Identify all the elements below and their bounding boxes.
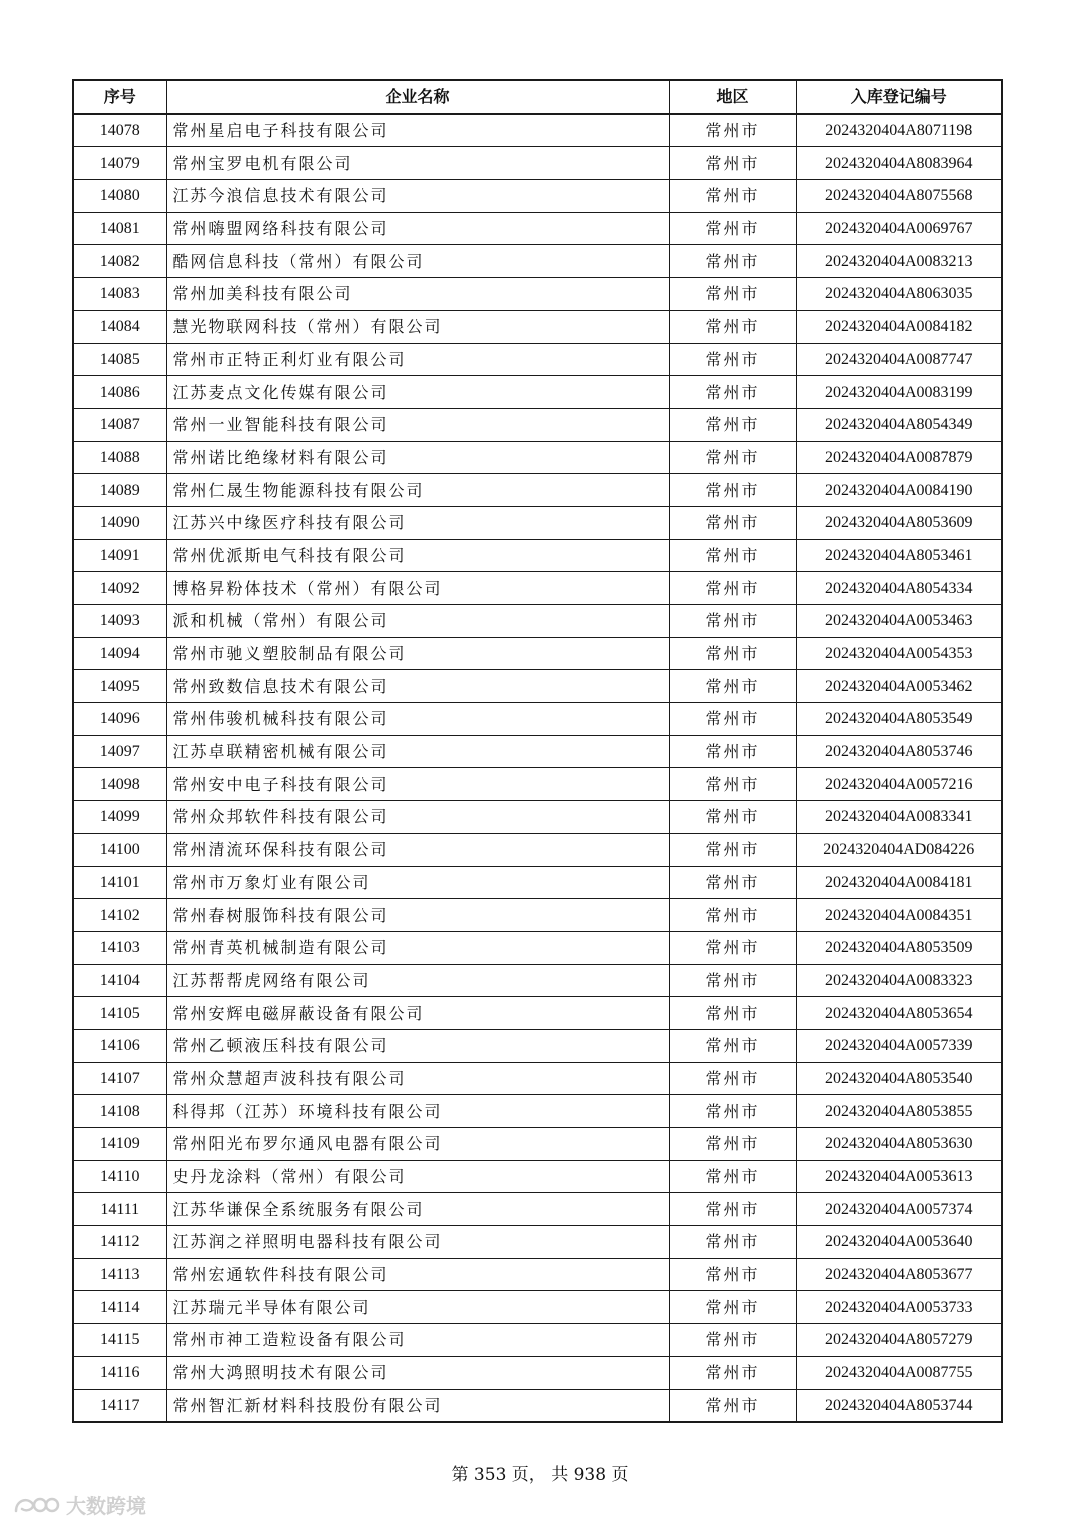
cell-seq: 14104 — [73, 964, 166, 997]
cell-seq: 14094 — [73, 637, 166, 670]
cell-region: 常州市 — [669, 670, 796, 703]
table-row — [73, 180, 1002, 213]
table-row — [73, 1193, 1002, 1226]
cell-region: 常州市 — [669, 278, 796, 311]
cell-region: 常州市 — [669, 408, 796, 441]
cell-registration-code: 2024320404A8053609 — [796, 506, 1002, 539]
cell-company-name: 常州众邦软件科技有限公司 — [166, 801, 669, 834]
cell-registration-code: 2024320404A0053733 — [796, 1291, 1002, 1324]
cell-company-name: 派和机械（常州）有限公司 — [166, 605, 669, 638]
cell-seq: 14080 — [73, 180, 166, 213]
table-row — [73, 1356, 1002, 1389]
cell-registration-code: 2024320404A0054353 — [796, 637, 1002, 670]
cell-region: 常州市 — [669, 441, 796, 474]
cell-region: 常州市 — [669, 1389, 796, 1422]
cell-company-name: 常州宝罗电机有限公司 — [166, 147, 669, 180]
cell-region: 常州市 — [669, 637, 796, 670]
table-row — [73, 114, 1002, 147]
table-row — [73, 605, 1002, 638]
table-row — [73, 964, 1002, 997]
cell-region: 常州市 — [669, 866, 796, 899]
table-row — [73, 1029, 1002, 1062]
cell-company-name: 江苏麦点文化传媒有限公司 — [166, 376, 669, 409]
table-row — [73, 147, 1002, 180]
cell-company-name: 常州市万象灯业有限公司 — [166, 866, 669, 899]
cell-region: 常州市 — [669, 180, 796, 213]
enterprise-table — [72, 79, 1003, 1423]
cell-registration-code: 2024320404A8053630 — [796, 1128, 1002, 1161]
cell-company-name: 常州加美科技有限公司 — [166, 278, 669, 311]
cell-company-name: 酷网信息科技（常州）有限公司 — [166, 245, 669, 278]
cell-registration-code: 2024320404A8053509 — [796, 931, 1002, 964]
cell-company-name: 常州安辉电磁屏蔽设备有限公司 — [166, 997, 669, 1030]
cell-seq: 14098 — [73, 768, 166, 801]
table-row — [73, 670, 1002, 703]
cell-region: 常州市 — [669, 245, 796, 278]
table-row — [73, 441, 1002, 474]
cell-region: 常州市 — [669, 768, 796, 801]
cell-seq: 14091 — [73, 539, 166, 572]
cell-company-name: 常州大鸿照明技术有限公司 — [166, 1356, 669, 1389]
table-row — [73, 997, 1002, 1030]
cell-seq: 14096 — [73, 703, 166, 736]
cell-company-name: 慧光物联网科技（常州）有限公司 — [166, 310, 669, 343]
cell-registration-code: 2024320404A8075568 — [796, 180, 1002, 213]
brand-logo-icon — [12, 1493, 60, 1517]
cell-company-name: 常州安中电子科技有限公司 — [166, 768, 669, 801]
cell-registration-code: 2024320404A0053640 — [796, 1226, 1002, 1259]
table-row — [73, 376, 1002, 409]
cell-registration-code: 2024320404A0084181 — [796, 866, 1002, 899]
cell-registration-code: 2024320404A0053613 — [796, 1160, 1002, 1193]
table-row — [73, 1389, 1002, 1422]
cell-seq: 14113 — [73, 1258, 166, 1291]
table-row — [73, 637, 1002, 670]
cell-company-name: 常州青英机械制造有限公司 — [166, 931, 669, 964]
cell-company-name: 常州众慧超声波科技有限公司 — [166, 1062, 669, 1095]
cell-region: 常州市 — [669, 1029, 796, 1062]
cell-region: 常州市 — [669, 931, 796, 964]
cell-seq: 14078 — [73, 114, 166, 147]
cell-company-name: 常州优派斯电气科技有限公司 — [166, 539, 669, 572]
cell-seq: 14097 — [73, 735, 166, 768]
cell-region: 常州市 — [669, 735, 796, 768]
cell-company-name: 江苏帮帮虎网络有限公司 — [166, 964, 669, 997]
cell-region: 常州市 — [669, 1160, 796, 1193]
cell-seq: 14117 — [73, 1389, 166, 1422]
table-row — [73, 408, 1002, 441]
cell-region: 常州市 — [669, 474, 796, 507]
cell-company-name: 常州市正特正利灯业有限公司 — [166, 343, 669, 376]
cell-registration-code: 2024320404A8053549 — [796, 703, 1002, 736]
cell-company-name: 常州市驰义塑胶制品有限公司 — [166, 637, 669, 670]
cell-seq: 14099 — [73, 801, 166, 834]
header-code: 入库登记编号 — [796, 80, 1002, 114]
table-row — [73, 703, 1002, 736]
cell-registration-code: 2024320404A8053855 — [796, 1095, 1002, 1128]
cell-seq: 14114 — [73, 1291, 166, 1324]
cell-registration-code: 2024320404A0083323 — [796, 964, 1002, 997]
table-row — [73, 899, 1002, 932]
watermark-text: 大数跨境 — [66, 1494, 146, 1518]
cell-seq: 14089 — [73, 474, 166, 507]
table-row — [73, 1226, 1002, 1259]
table-row — [73, 1291, 1002, 1324]
cell-registration-code: 2024320404A0087747 — [796, 343, 1002, 376]
cell-region: 常州市 — [669, 539, 796, 572]
cell-registration-code: 2024320404A8053677 — [796, 1258, 1002, 1291]
table-header — [73, 80, 1002, 114]
cell-region: 常州市 — [669, 964, 796, 997]
cell-seq: 14112 — [73, 1226, 166, 1259]
cell-registration-code: 2024320404A8053461 — [796, 539, 1002, 572]
cell-seq: 14087 — [73, 408, 166, 441]
cell-seq: 14090 — [73, 506, 166, 539]
cell-registration-code: 2024320404A8054349 — [796, 408, 1002, 441]
cell-seq: 14084 — [73, 310, 166, 343]
cell-region: 常州市 — [669, 343, 796, 376]
cell-company-name: 常州仁晟生物能源科技有限公司 — [166, 474, 669, 507]
cell-registration-code: 2024320404A0087755 — [796, 1356, 1002, 1389]
table-row — [73, 212, 1002, 245]
cell-seq: 14085 — [73, 343, 166, 376]
cell-seq: 14115 — [73, 1324, 166, 1357]
cell-registration-code: 2024320404A0087879 — [796, 441, 1002, 474]
cell-region: 常州市 — [669, 1226, 796, 1259]
cell-seq: 14088 — [73, 441, 166, 474]
cell-registration-code: 2024320404A8053746 — [796, 735, 1002, 768]
cell-seq: 14093 — [73, 605, 166, 638]
cell-seq: 14111 — [73, 1193, 166, 1226]
cell-seq: 14100 — [73, 833, 166, 866]
cell-registration-code: 2024320404A8053744 — [796, 1389, 1002, 1422]
cell-seq: 14083 — [73, 278, 166, 311]
cell-region: 常州市 — [669, 703, 796, 736]
cell-registration-code: 2024320404A0053462 — [796, 670, 1002, 703]
table-row — [73, 801, 1002, 834]
cell-registration-code: 2024320404A0084182 — [796, 310, 1002, 343]
table-row — [73, 866, 1002, 899]
enterprise-table-container — [72, 79, 1001, 1423]
cell-company-name: 常州市神工造粒设备有限公司 — [166, 1324, 669, 1357]
cell-region: 常州市 — [669, 376, 796, 409]
cell-company-name: 常州宏通软件科技有限公司 — [166, 1258, 669, 1291]
cell-region: 常州市 — [669, 1258, 796, 1291]
cell-registration-code: 2024320404A0083213 — [796, 245, 1002, 278]
cell-region: 常州市 — [669, 605, 796, 638]
cell-company-name: 常州嗨盟网络科技有限公司 — [166, 212, 669, 245]
cell-company-name: 常州诺比绝缘材料有限公司 — [166, 441, 669, 474]
cell-region: 常州市 — [669, 1128, 796, 1161]
cell-registration-code: 2024320404A8057279 — [796, 1324, 1002, 1357]
table-row — [73, 474, 1002, 507]
cell-registration-code: 2024320404A8063035 — [796, 278, 1002, 311]
cell-region: 常州市 — [669, 899, 796, 932]
cell-seq: 14101 — [73, 866, 166, 899]
cell-company-name: 江苏华谦保全系统服务有限公司 — [166, 1193, 669, 1226]
cell-registration-code: 2024320404A0069767 — [796, 212, 1002, 245]
table-row — [73, 278, 1002, 311]
cell-seq: 14079 — [73, 147, 166, 180]
header-seq: 序号 — [73, 80, 166, 114]
cell-region: 常州市 — [669, 1062, 796, 1095]
cell-registration-code: 2024320404A0057216 — [796, 768, 1002, 801]
cell-seq: 14102 — [73, 899, 166, 932]
cell-company-name: 常州智汇新材料科技股份有限公司 — [166, 1389, 669, 1422]
cell-registration-code: 2024320404A0084351 — [796, 899, 1002, 932]
cell-region: 常州市 — [669, 801, 796, 834]
table-row — [73, 1128, 1002, 1161]
cell-company-name: 常州伟骏机械科技有限公司 — [166, 703, 669, 736]
cell-registration-code: 2024320404A8071198 — [796, 114, 1002, 147]
cell-seq: 14082 — [73, 245, 166, 278]
cell-registration-code: 2024320404A8083964 — [796, 147, 1002, 180]
cell-company-name: 常州一业智能科技有限公司 — [166, 408, 669, 441]
cell-company-name: 江苏兴中缘医疗科技有限公司 — [166, 506, 669, 539]
cell-company-name: 江苏瑞元半导体有限公司 — [166, 1291, 669, 1324]
cell-company-name: 江苏今浪信息技术有限公司 — [166, 180, 669, 213]
cell-registration-code: 2024320404A0053463 — [796, 605, 1002, 638]
table-row — [73, 310, 1002, 343]
cell-company-name: 常州清流环保科技有限公司 — [166, 833, 669, 866]
table-body — [73, 114, 1002, 1423]
cell-registration-code: 2024320404A0084190 — [796, 474, 1002, 507]
cell-seq: 14086 — [73, 376, 166, 409]
watermark — [12, 1490, 146, 1519]
cell-company-name: 常州乙顿液压科技有限公司 — [166, 1029, 669, 1062]
cell-seq: 14081 — [73, 212, 166, 245]
page-number: 第 353 页， 共 938 页 — [451, 1465, 629, 1485]
cell-seq: 14092 — [73, 572, 166, 605]
cell-seq: 14108 — [73, 1095, 166, 1128]
table-row — [73, 1160, 1002, 1193]
cell-registration-code: 2024320404AD084226 — [796, 833, 1002, 866]
table-row — [73, 1095, 1002, 1128]
cell-company-name: 常州星启电子科技有限公司 — [166, 114, 669, 147]
cell-region: 常州市 — [669, 1324, 796, 1357]
table-row — [73, 1324, 1002, 1357]
table-row — [73, 833, 1002, 866]
cell-seq: 14105 — [73, 997, 166, 1030]
cell-registration-code: 2024320404A0057374 — [796, 1193, 1002, 1226]
table-row — [73, 572, 1002, 605]
cell-company-name: 史丹龙涂料（常州）有限公司 — [166, 1160, 669, 1193]
cell-company-name: 博格昇粉体技术（常州）有限公司 — [166, 572, 669, 605]
cell-region: 常州市 — [669, 997, 796, 1030]
cell-region: 常州市 — [669, 1095, 796, 1128]
cell-company-name: 常州阳光布罗尔通风电器有限公司 — [166, 1128, 669, 1161]
cell-region: 常州市 — [669, 1291, 796, 1324]
cell-region: 常州市 — [669, 506, 796, 539]
table-row — [73, 539, 1002, 572]
cell-region: 常州市 — [669, 212, 796, 245]
cell-registration-code: 2024320404A8053540 — [796, 1062, 1002, 1095]
table-row — [73, 931, 1002, 964]
cell-seq: 14107 — [73, 1062, 166, 1095]
cell-region: 常州市 — [669, 114, 796, 147]
table-row — [73, 343, 1002, 376]
cell-registration-code: 2024320404A0057339 — [796, 1029, 1002, 1062]
cell-registration-code: 2024320404A8053654 — [796, 997, 1002, 1030]
cell-company-name: 常州致数信息技术有限公司 — [166, 670, 669, 703]
cell-seq: 14095 — [73, 670, 166, 703]
cell-region: 常州市 — [669, 833, 796, 866]
cell-registration-code: 2024320404A0083199 — [796, 376, 1002, 409]
table-row — [73, 1062, 1002, 1095]
cell-seq: 14116 — [73, 1356, 166, 1389]
table-row — [73, 735, 1002, 768]
header-region: 地区 — [669, 80, 796, 114]
cell-company-name: 常州春树服饰科技有限公司 — [166, 899, 669, 932]
cell-registration-code: 2024320404A0083341 — [796, 801, 1002, 834]
cell-region: 常州市 — [669, 1193, 796, 1226]
cell-region: 常州市 — [669, 147, 796, 180]
cell-company-name: 江苏卓联精密机械有限公司 — [166, 735, 669, 768]
table-row — [73, 245, 1002, 278]
cell-registration-code: 2024320404A8054334 — [796, 572, 1002, 605]
cell-seq: 14109 — [73, 1128, 166, 1161]
cell-seq: 14103 — [73, 931, 166, 964]
table-row — [73, 768, 1002, 801]
header-name: 企业名称 — [166, 80, 669, 114]
cell-seq: 14110 — [73, 1160, 166, 1193]
cell-seq: 14106 — [73, 1029, 166, 1062]
cell-region: 常州市 — [669, 310, 796, 343]
cell-company-name: 科得邦（江苏）环境科技有限公司 — [166, 1095, 669, 1128]
table-header-row — [73, 80, 1002, 114]
cell-region: 常州市 — [669, 1356, 796, 1389]
cell-region: 常州市 — [669, 572, 796, 605]
cell-company-name: 江苏润之祥照明电器科技有限公司 — [166, 1226, 669, 1259]
table-row — [73, 506, 1002, 539]
table-row — [73, 1258, 1002, 1291]
